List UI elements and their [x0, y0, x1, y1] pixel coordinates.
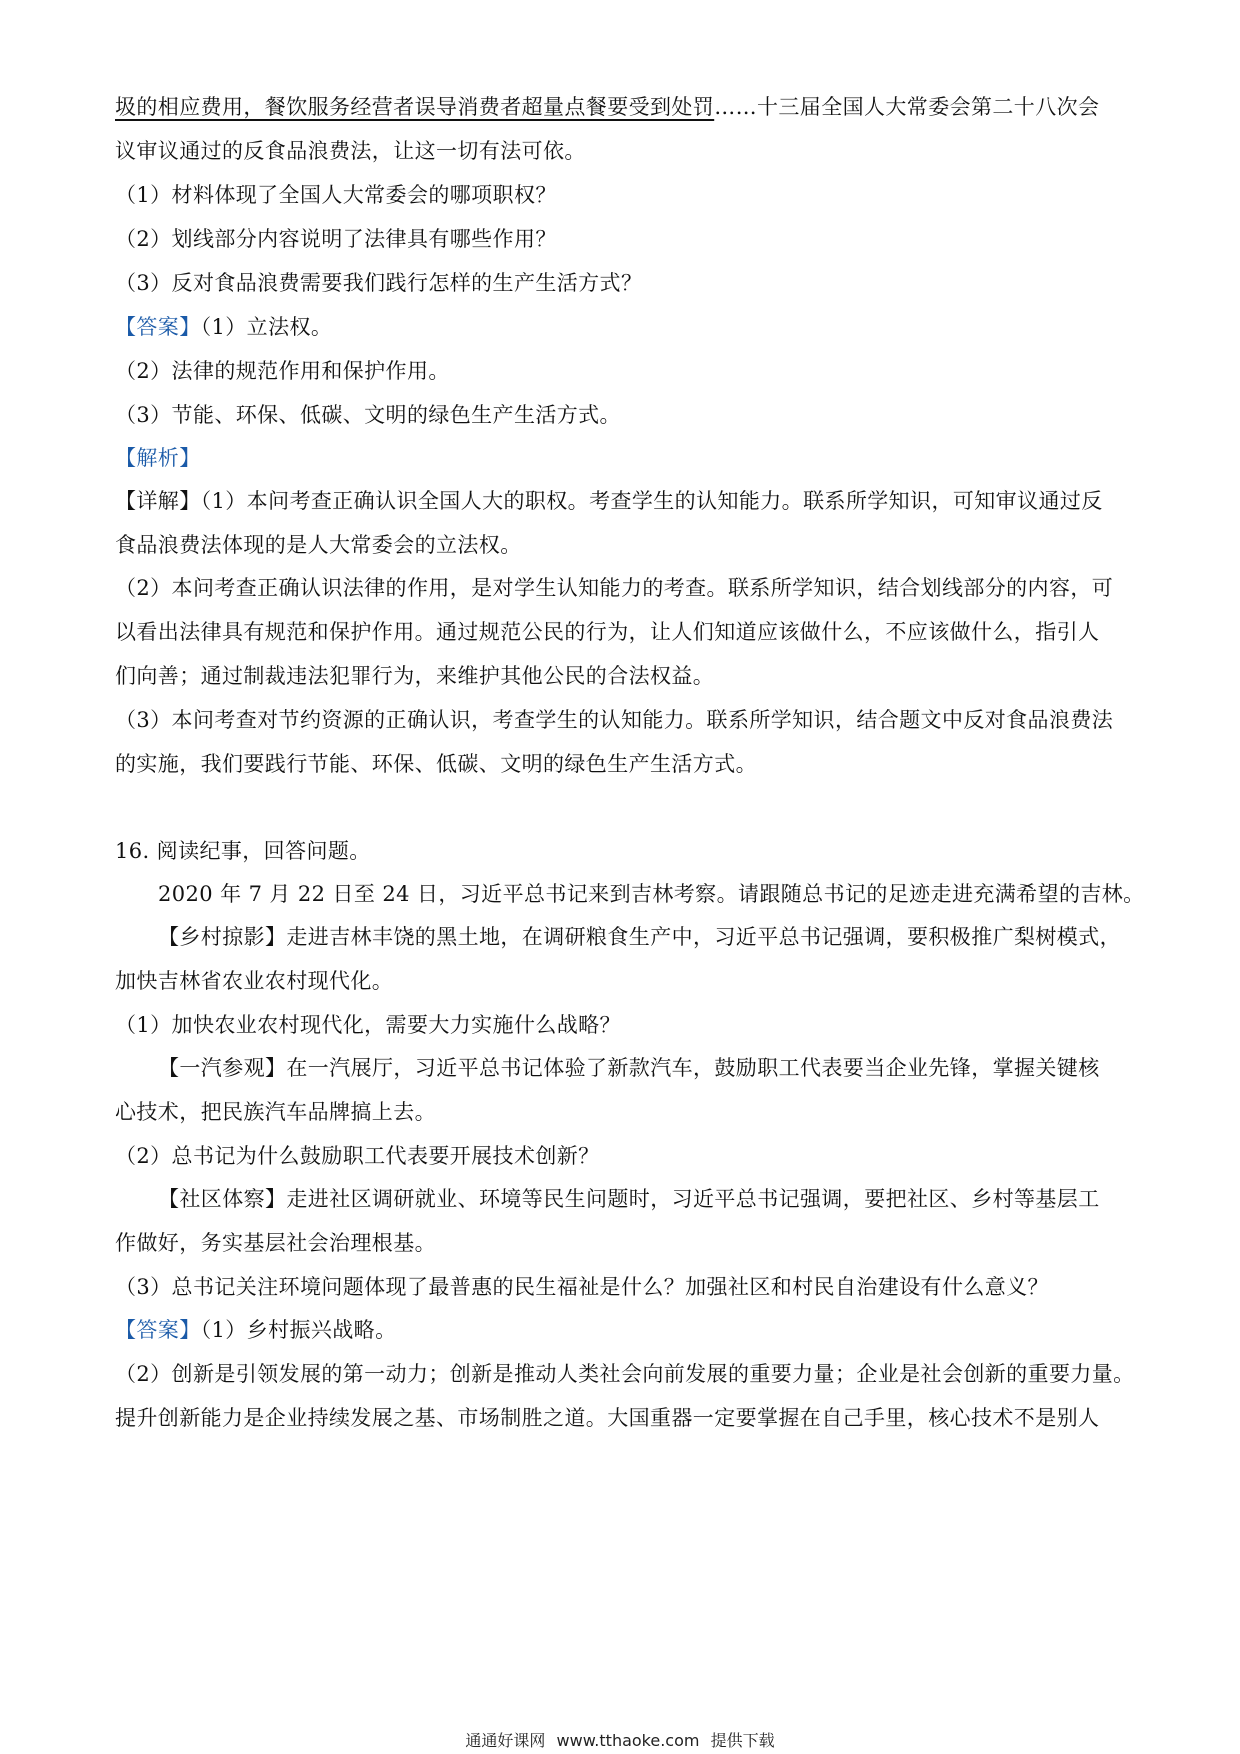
sub-question-1: （1）加快农业农村现代化，需要大力实施什么战略？ — [115, 1013, 621, 1037]
analysis-tag: 【解析】 — [115, 446, 201, 470]
text-line-2: 议审议通过的反食品浪费法，让这一切有法可依。 — [115, 139, 586, 163]
sub-question-2: （2）总书记为什么鼓励职工代表要开展技术创新？ — [115, 1144, 600, 1168]
sub-question-3: （3）总书记关注环境问题体现了最普惠的民生福祉是什么？加强社区和村民自治建设有什么意义？ — [115, 1275, 1049, 1299]
footer-suffix: 提供下载 — [710, 1731, 775, 1750]
answer-3: （3）节能、环保、低碳、文明的绿色生产生活方式。 — [115, 403, 621, 427]
detail-tag: 【详解】 — [115, 489, 201, 513]
answer-tag: 【答案】 — [115, 315, 201, 339]
question-3: （3）反对食品浪费需要我们践行怎样的生产生活方式？ — [115, 271, 643, 295]
detail-1a: 【详解】（1）本问考查正确认识全国人大的职权。考查学生的认知能力。联系所学知识，可知审议通过反 — [115, 489, 1103, 513]
sub-answer-2b: 提升创新能力是企业持续发展之基、市场制胜之道。大国重器一定要掌握在自己手里，核心技术不是别人 — [115, 1406, 1100, 1430]
sub-answer-2a: （2）创新是引领发展的第一动力；创新是推动人类社会向前发展的重要力量；企业是社会创新的重要力量。 — [115, 1362, 1135, 1386]
section-2b: 心技术，把民族汽车品牌搞上去。 — [115, 1100, 436, 1124]
section-1b: 加快吉林省农业农村现代化。 — [115, 969, 394, 993]
detail-2a: （2）本问考查正确认识法律的作用，是对学生认知能力的考查。联系所学知识，结合划线部分的内容，可 — [115, 576, 1114, 600]
detail-2b: 以看出法律具有规范和保护作用。通过规范公民的行为，让人们知道应该做什么，不应该做什么，指引人 — [115, 620, 1100, 644]
sub-answer-1: 【答案】（1）乡村振兴战略。 — [115, 1318, 397, 1342]
answer-1: 【答案】（1）立法权。 — [115, 315, 333, 339]
underlined-text: 圾的相应费用，餐饮服务经营者误导消费者超量点餐要受到处罚 — [115, 95, 715, 119]
page-footer — [0, 1728, 1240, 1751]
footer-url: www.tthaoke.com — [556, 1731, 700, 1750]
section-3b: 作做好，务实基层社会治理根基。 — [115, 1231, 436, 1255]
intro-paragraph: 2020 年 7 月 22 日至 24 日，习近平总书记来到吉林考察。请跟随总书记的足迹走进充满希望的吉林。 — [158, 882, 1145, 906]
question-2: （2）划线部分内容说明了法律具有哪些作用？ — [115, 227, 557, 251]
section-2a: 【一汽参观】在一汽展厅，习近平总书记体验了新款汽车，鼓励职工代表要当企业先锋，掌握关键核 — [158, 1056, 1100, 1080]
detail-1b: 食品浪费法体现的是人大常委会的立法权。 — [115, 533, 522, 557]
section-3a: 【社区体察】走进社区调研就业、环境等民生问题时，习近平总书记强调，要把社区、乡村等基层工 — [158, 1187, 1100, 1211]
footer-site-name: 通通好课网 — [465, 1731, 546, 1750]
detail-3a: （3）本问考查对节约资源的正确认识，考查学生的认知能力。联系所学知识，结合题文中反对食品浪费法 — [115, 708, 1114, 732]
detail-2c: 们向善；通过制裁违法犯罪行为，来维护其他公民的合法权益。 — [115, 664, 715, 688]
text-line-1: 圾的相应费用，餐饮服务经营者误导消费者超量点餐要受到处罚……十三届全国人大常委会第二十八次会 — [115, 95, 1100, 119]
question-16-title: 16. 阅读纪事，回答问题。 — [115, 839, 371, 863]
answer-tag-2: 【答案】 — [115, 1318, 201, 1342]
answer-2: （2）法律的规范作用和保护作用。 — [115, 359, 450, 383]
section-1a: 【乡村掠影】走进吉林丰饶的黑土地，在调研粮食生产中，习近平总书记强调，要积极推广梨树模式， — [158, 925, 1121, 949]
question-1: （1）材料体现了全国人大常委会的哪项职权？ — [115, 183, 557, 207]
detail-3b: 的实施，我们要践行节能、环保、低碳、文明的绿色生产生活方式。 — [115, 752, 757, 776]
